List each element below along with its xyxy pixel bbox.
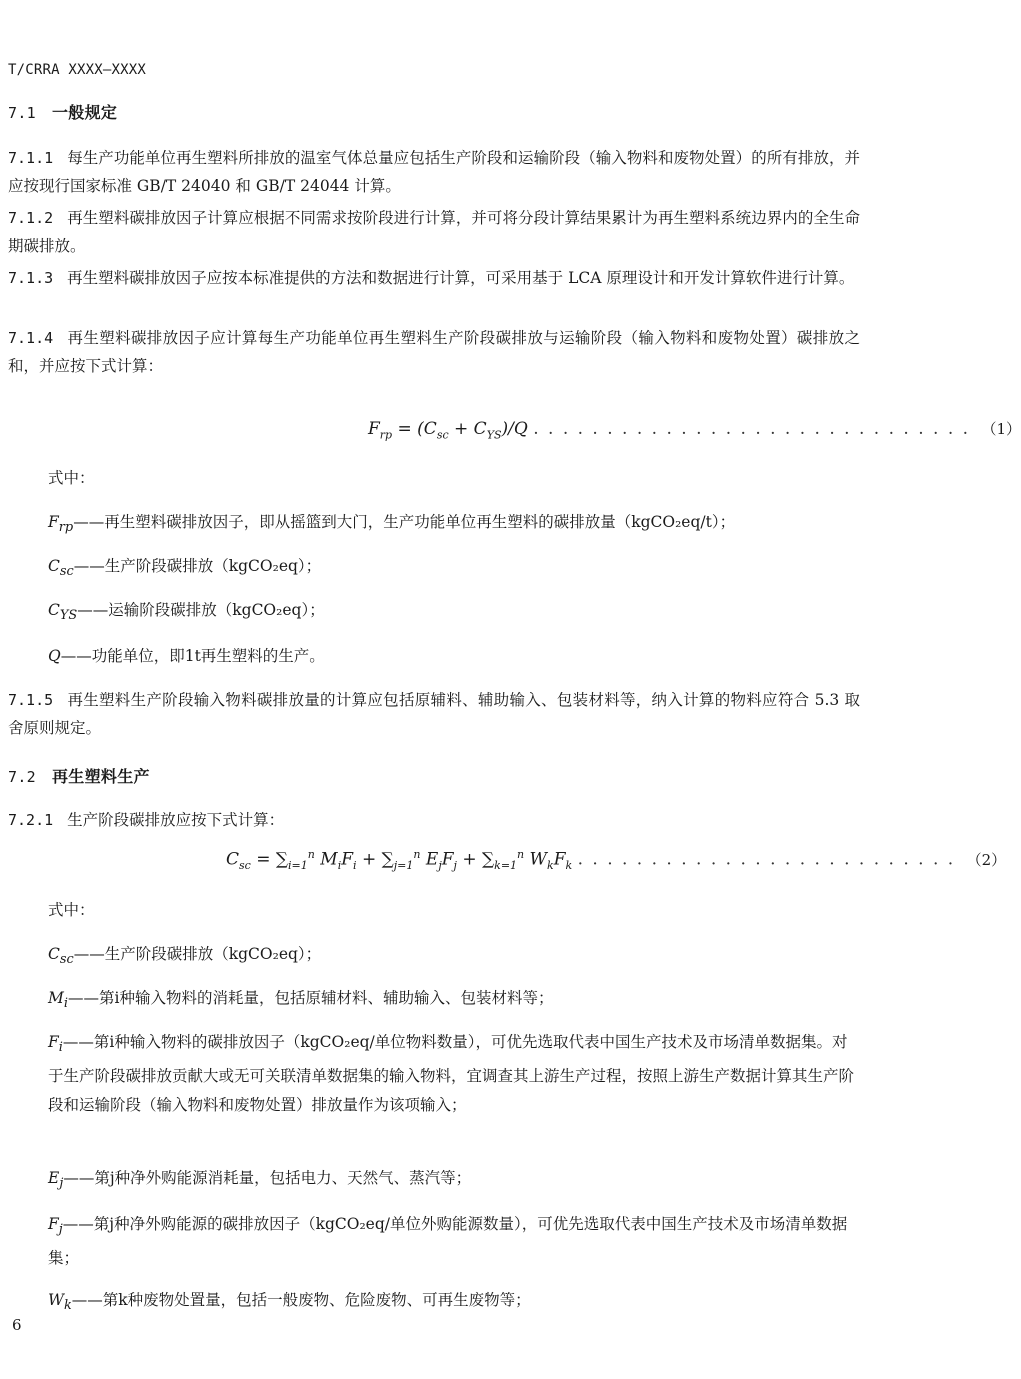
- definition-item: $C_{sc}——$生产阶段碳排放（kgCO₂eq）；: [48, 557, 322, 580]
- clause-number: 7.1.1: [8, 149, 54, 167]
- formula-rhs: $(C_{sc} + C_{YS})/Q$: [417, 419, 528, 442]
- section-title: 再生塑料生产: [52, 767, 150, 786]
- definition-item: $C_{sc}——$生产阶段碳排放（kgCO₂eq）；: [48, 945, 322, 968]
- clause-text: 再生塑料碳排放因子应按本标准提供的方法和数据进行计算，可采用基于 LCA 原理设计和开发计算软件进行计算。: [67, 269, 855, 287]
- definition-item: $F_j——$第j种净外购能源的碳排放因子（kgCO₂eq/单位外购能源数量），可优先选取代表中国生产技术及市场清单数据集；: [48, 1215, 848, 1268]
- clause-text: 再生塑料碳排放因子应计算每生产功能单位再生塑料生产阶段碳排放与运输阶段（输入物料和废物处置）碳排放之和，并应按下式计算：: [8, 329, 860, 375]
- equation-number: （2）: [966, 850, 1007, 869]
- where-label: 式中：: [48, 901, 95, 919]
- formula-2: $C_{sc} = \sum_{i=1}^n$ $M_iF_i + \sum_{j=1}^n$ $E_jF_j + \sum_{k=1}^n$ $W_kF_k$ . . . . . . . . . . . . . . . . . . . . . . . . . . （2）: [226, 848, 1007, 873]
- definition-item: $E_j——$第j种净外购能源消耗量，包括电力、天然气、蒸汽等；: [48, 1169, 472, 1192]
- equation-number: （1）: [981, 420, 1021, 438]
- where-label: 式中：: [48, 469, 95, 487]
- formula-1: $F_{rp} = (C_{sc} + C_{YS})/Q$ . . . . . . . . . . . . . . . . . . . . . . . . . . . . . . （1）: [368, 419, 1021, 442]
- definition-item: $C_{YS}——$运输阶段碳排放（kgCO₂eq）；: [48, 601, 325, 624]
- clause-7-1-2: [8, 204, 860, 260]
- definition-item: Q——功能单位，即1t再生塑料的生产。: [48, 647, 325, 665]
- clause-text: 每生产功能单位再生塑料所排放的温室气体总量应包括生产阶段和运输阶段（输入物料和废物处置）的所有排放，并应按现行国家标准 GB/T 24040 和 GB/T 24044 计算。: [8, 149, 860, 195]
- clause-7-1-4: [8, 324, 860, 380]
- clause-7-1-3: [8, 264, 860, 292]
- clause-text: 再生塑料生产阶段输入物料碳排放量的计算应包括原辅料、辅助输入、包装材料等，纳入计算的物料应符合 5.3 取舍原则规定。: [8, 691, 860, 737]
- document-code: T/CRRA XXXX—XXXX: [8, 62, 147, 78]
- section-title: 一般规定: [52, 103, 118, 122]
- definition-item: $M_i——$第i种输入物料的消耗量，包括原辅材料、辅助输入、包装材料等；: [48, 989, 554, 1012]
- clause-number: 7.2.1: [8, 811, 54, 829]
- clause-number: 7.1.2: [8, 209, 54, 227]
- leader-dots: . . . . . . . . . . . . . . . . . . . . . . . . . .: [577, 849, 956, 870]
- clause-text: 再生塑料碳排放因子计算应根据不同需求按阶段进行计算，并可将分段计算结果累计为再生塑料系统边界内的全生命期碳排放。: [8, 209, 860, 255]
- clause-7-2-1: [8, 806, 860, 834]
- leader-dots: . . . . . . . . . . . . . . . . . . . . . . . . . . . . . .: [533, 419, 971, 439]
- definition-item: $F_{rp}——$再生塑料碳排放因子，即从摇篮到大门，生产功能单位再生塑料的碳排放量（kgCO₂eq/t）；: [48, 513, 736, 536]
- section-heading-7-1: [8, 100, 117, 123]
- definition-item: $F_i——$第i种输入物料的碳排放因子（kgCO₂eq/单位物料数量），可优先选取代表中国生产技术及市场清单数据集。对于生产阶段碳排放贡献大或无可关联清单数据集的输入物料，宜调查其上游生产过程，按照上游生产数据计算其生产阶段和运输阶段（输入物料和废物处置）排放量作为该项输入；: [48, 1033, 855, 1115]
- clause-7-1-1: [8, 144, 860, 200]
- page-number: 6: [12, 1316, 22, 1334]
- section-number: 7.2: [8, 768, 36, 786]
- clause-number: 7.1.4: [8, 329, 54, 347]
- formula-lhs: $F_{rp}$: [368, 419, 393, 442]
- clause-number: 7.1.3: [8, 269, 54, 287]
- clause-number: 7.1.5: [8, 691, 54, 709]
- clause-7-1-5: [8, 686, 860, 742]
- definition-item: $W_k——$第k种废物处置量，包括一般废物、危险废物、可再生废物等；: [48, 1291, 531, 1314]
- section-number: 7.1: [8, 104, 36, 122]
- clause-text: 生产阶段碳排放应按下式计算：: [67, 811, 285, 829]
- section-heading-7-2: [8, 764, 150, 787]
